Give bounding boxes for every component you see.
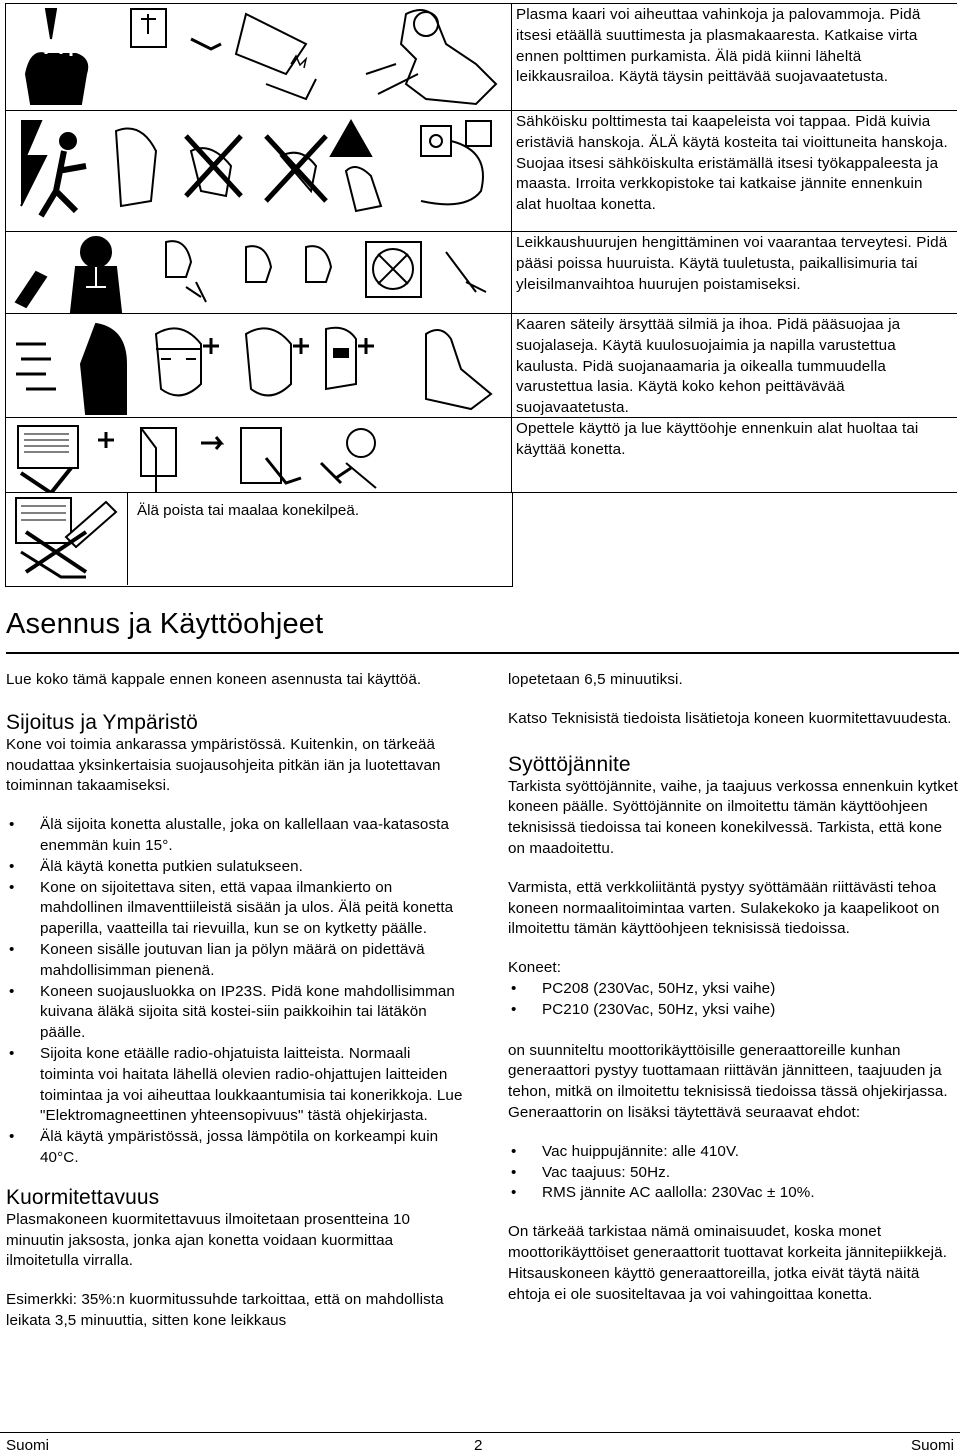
warning-pictograms (5, 111, 512, 233)
warning-row-electric-shock (5, 110, 957, 233)
list-item: • Koneen suojausluokka on IP23S. Pidä kone mahdollisimman kuivana äläkä sijoita sitä kostei-siin paikkoihin tai lätäkön päälle. (6, 982, 466, 1044)
mains-text: Varmista, että verkkoliitäntä pystyy syöttämään riittävästi tehoa koneen normaalitoimintaa varten. Sulakekoko ja kaapelikoot on ilmoitettu tämän käyttöohjeen teknisissä tiedoissa. (508, 878, 940, 938)
warning-row-fumes (5, 231, 957, 315)
read-manual-icon (6, 418, 511, 493)
list-item: • Koneen sisälle joutuvan lian ja pölyn määrä on pidettävä mahdollisimman pienenä. (6, 940, 466, 982)
warning-row-manual (5, 417, 957, 493)
continued-text: lopetetaan 6,5 minuutiksi. (508, 671, 683, 688)
duty-cycle-text: Plasmakoneen kuormitettavuus ilmoitetaan prosentteina 10 minuutin jaksosta, jonka ajan konetta voidaan kuormittaa ilmoitetulla virralla. (6, 1210, 411, 1270)
footer-rule (0, 1432, 960, 1433)
warning-row-plasma-arc (5, 3, 957, 110)
environment-heading: Sijoitus ja Ympäristö (6, 710, 198, 734)
warning-text-manual: Opettele käyttö ja lue käyttöohje ennenkuin alat huoltaa tai käyttää konetta. (516, 420, 919, 458)
list-item: • RMS jännite AC aallolla: 230Vac ± 10%. (508, 1183, 958, 1204)
warning-text-fumes: Leikkaushuurujen hengittäminen voi vaarantaa terveytesi. Pidä pääsi poissa huuruista. Käytä tuuletusta, paikallisimuria tai yleisilmanvaihtoa huurujen poistamiseksi. (516, 234, 948, 293)
warning-row-arc-rays (5, 313, 957, 419)
list-item: • Älä käytä ympäristössä, jossa lämpötila on korkeampi kuin 40°C. (6, 1127, 466, 1169)
environment-bullet-list (6, 815, 466, 1169)
electric-shock-icon (6, 111, 511, 233)
warning-pictograms (5, 418, 512, 493)
warning-text-electric-shock: Sähköisku polttimesta tai kaapeleista voi tappaa. Pidä kuivia eristäviä hanskoja. ÄLÄ käytä kosteita tai vioittuneita hanskoja. Suojaa itsesi sähköiskulta eristämällä itsesi työkappaleesta ja maasta. Irroita verkkopistoke tai katkaise jännite ennenkuin alat huoltaa konetta. (516, 113, 948, 214)
technical-reference-text: Katso Teknisistä tiedoista lisätietoja koneen kuormitettavuudesta. (508, 709, 952, 727)
machines-label: Koneet: (508, 959, 562, 977)
page-title: Asennus ja Käyttöohjeet (6, 608, 324, 640)
supply-voltage-text: Tarkista syöttöjännite, vaihe, ja taajuus verkossa ennenkuin kytket koneen päälle. Syöttöjännite on ilmoitettu tämän käyttöohjeen teknisissä tiedoissa tai koneen konekilvessä. Tarkista, että kone on maadoitettu. (508, 777, 958, 857)
warning-text-plasma-arc: Plasma kaari voi aiheuttaa vahinkoja ja palovammoja. Pidä itsesi etäällä suuttimesta ja plasmakaaresta. Katkaise virta ennen polttimen purkamista. Älä pidä kiinni läheltä leikkausrailoa. Käytä täysin peittävää suojavaatetusta. (516, 6, 921, 86)
generator-requirements-list (508, 1142, 958, 1204)
warning-text-arc-rays: Kaaren säteily ärsyttää silmiä ja ihoa. Pidä pääsuojaa ja suojalaseja. Käytä kuulosuojaimia ja napilla varustettua kaulusta. Pidä suojanaamaria ja oikealla tummuudella varustettua lasia. Käytä koko kehon peittävävää suojavaatetusta. (516, 316, 901, 417)
right-column (508, 670, 958, 1305)
machines-list (508, 979, 958, 1021)
footer-language-right: Suomi (910, 1437, 954, 1454)
footer-language-left: Suomi (6, 1437, 50, 1454)
warning-pictograms (5, 314, 512, 419)
intro-text: Lue koko tämä kappale ennen koneen asennusta tai käyttöä. (6, 671, 422, 688)
duty-cycle-example: Esimerkki: 35%:n kuormitussuhde tarkoittaa, että on mahdollista leikata 3,5 minuuttia, sitten kone leikkaus (6, 1291, 444, 1329)
warning-pictograms (5, 4, 512, 110)
arc-rays-icon (6, 314, 511, 419)
fumes-icon (6, 232, 511, 315)
list-item: • Vac huippujännite: alle 410V. (508, 1142, 958, 1163)
hand-nozzle-icon (6, 4, 511, 110)
list-item: • Älä sijoita konetta alustalle, joka on kallellaan vaa-katasosta enemmän kuin 15°. (6, 815, 466, 857)
no-paint-rating-plate-icon (6, 492, 128, 585)
closing-text: On tärkeää tarkistaa nämä ominaisuudet, koska monet moottorikäyttöiset generaattorit tuottavat korkeita jännitepiikkejä. Hitsauskoneen käyttö generaattoreilla, jotka eivät täytä näitä ehtoja ei ole suositeltavaa ja voi vahingoittaa konetta. (508, 1223, 948, 1303)
list-item: • PC208 (230Vac, 50Hz, yksi vaihe) (508, 979, 958, 1000)
duty-cycle-heading: Kuormitettavuus (6, 1185, 160, 1209)
page-number: 2 (474, 1437, 483, 1454)
environment-text: Kone voi toimia ankarassa ympäristössä. Kuitenkin, on tärkeää noudattaa yksinkertaisia suojausohjeita pitkän iän ja luotettavan toiminnan takaamiseksi. (6, 735, 441, 795)
list-item: • Älä käytä konetta putkien sulatukseen. (6, 857, 466, 878)
left-column (6, 670, 466, 1332)
list-item: • Sijoita kone etäälle radio-ohjatuista laitteista. Normaali toiminta voi haitata lähellä olevien radio-ohjattujen laitteiden toimintaa ja voi aiheuttaa loukkaantumisia tai konerikkoja. Lue "Elektromagneettinen yhteensopivuus" tästä ohjekirjasta. (6, 1044, 466, 1127)
rating-plate-warning-text: Älä poista tai maalaa konekilpeä. (137, 502, 360, 519)
generator-text: on suunniteltu moottorikäyttöisille generaattoreille kunhan generaattori pystyy tuottamaan riittävän jännitteen, taajuuden ja tehon, mitkä on ilmoitettu teknisissä tiedoissa tässä ohjekirjassa. Generaattorin on lisäksi täytettävä seuraavat ehdot: (508, 1041, 948, 1121)
list-item: • Kone on sijoitettava siten, että vapaa ilmankierto on mahdollinen ilmaventtiileistä sisään ja ulos. Älä peitä konetta paperilla, vaatteilla tai rievuilla, kun se on kytketty päälle. (6, 878, 466, 940)
warning-pictograms (5, 232, 512, 315)
supply-voltage-heading: Syöttöjännite (508, 752, 631, 776)
title-rule (6, 652, 959, 654)
list-item: • PC210 (230Vac, 50Hz, yksi vaihe) (508, 1000, 958, 1021)
warning-row-rating-plate (5, 492, 513, 587)
list-item: • Vac taajuus: 50Hz. (508, 1163, 958, 1184)
